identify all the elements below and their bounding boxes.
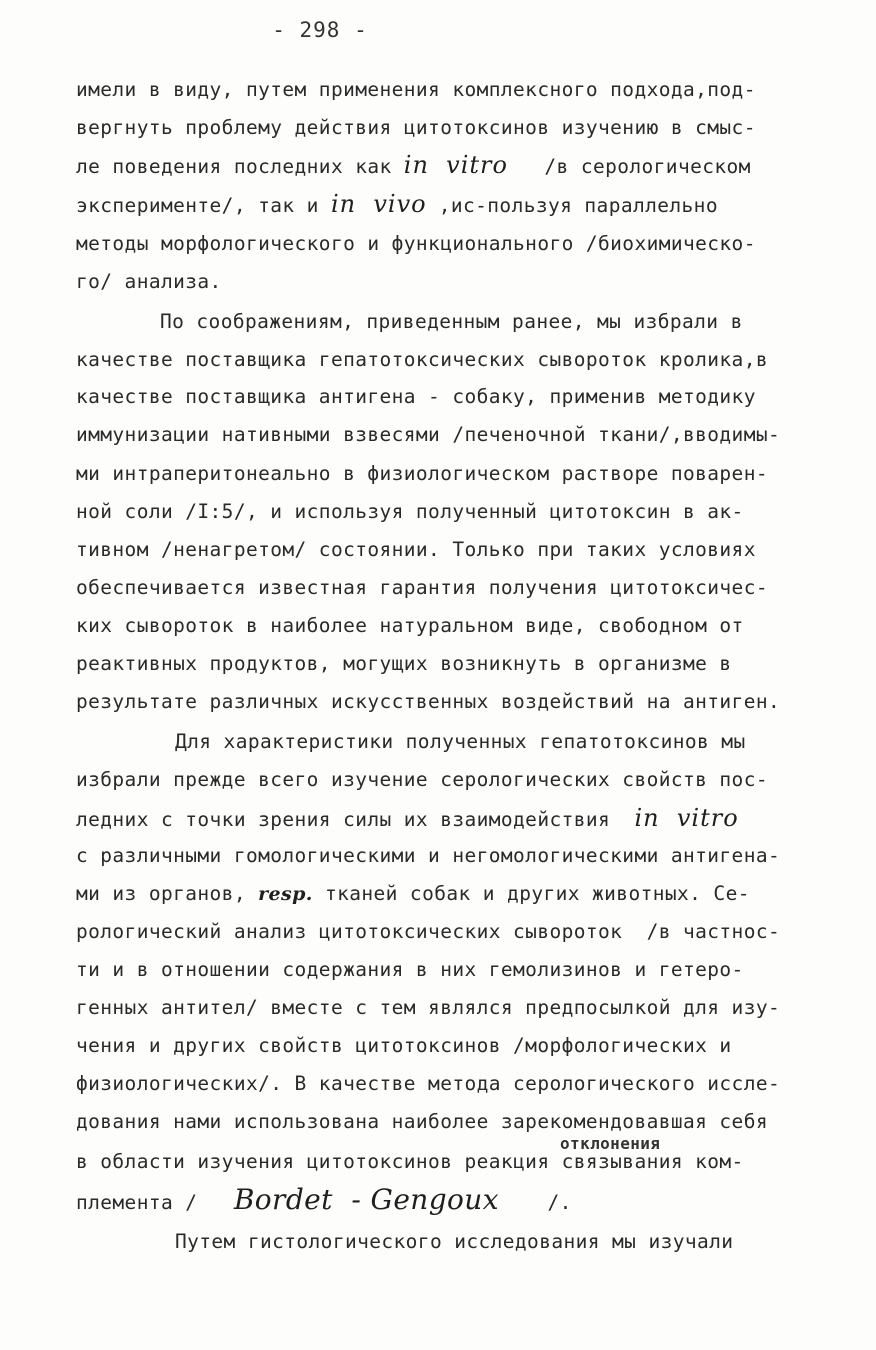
text-line: обеспечивается известная гарантия получения цитотоксичес- [76,576,768,599]
handwritten-term: resp. [258,883,313,905]
text-line: результате различных искусственных воздействий на антиген. [76,690,781,713]
text-line: чения и других свойств цитотоксинов /морфологических и [76,1034,732,1057]
text-line: методы морфологического и функционального /биохимическо- [76,232,756,255]
handwritten-term: in vivo [330,190,427,218]
text-line: ти и в отношении содержания в них гемолизинов и гетеро- [76,958,744,981]
overstrike-correction: отклонения [560,1134,661,1153]
text-line: эксперименте/, так и in vivo ,ис-пользуя параллельно [76,190,718,218]
text-line: племента / Bordet - Gengoux /. [76,1183,572,1216]
text-line: ледних с точки зрения силы их взаимодействия in vitro [76,804,739,832]
page-number: - 298 - [272,18,368,42]
text-line: ми из органов, resp. тканей собак и других животных. Се- [76,882,750,905]
text-line: качестве поставщика антигена - собаку, применив методику [76,385,756,408]
text-line: качестве поставщика гепатотоксических сывороток кролика,в [76,348,768,371]
text-line: рологический анализ цитотоксических сывороток /в частнос- [76,920,781,943]
text-line: Для характеристики полученных гепатотоксинов мы [175,730,746,753]
handwritten-term: in vitro [403,151,508,179]
text-line: избрали прежде всего изучение серологических свойств пос- [76,768,768,791]
text-line: в области изучения цитотоксинов реакция связывания ком- [76,1150,744,1173]
text-line: реактивных продуктов, могущих возникнуть в организме в [76,652,732,675]
text-line: с различными гомологическими и негомологическими антигена- [76,844,781,867]
text-line: ной соли /I:5/, и используя полученный цитотоксин в ак- [76,500,744,523]
text-line: ми интраперитонеально в физиологическом растворе поварен- [76,462,768,485]
text-line: го/ анализа. [76,270,222,293]
text-line: генных антител/ вместе с тем являлся предпосылкой для изу- [76,996,781,1019]
text-line: тивном /ненагретом/ состоянии. Только при таких условиях [76,538,756,561]
text-line: Путем гистологического исследования мы изучали [175,1230,734,1253]
handwritten-term: Bordet - Gengoux [233,1183,499,1216]
text-line: ле поведения последних как in vitro /в серологическом [76,151,751,179]
handwritten-term: in vitro [634,804,739,832]
text-line: иммунизации нативными взвесями /печеночной ткани/,вводимы- [76,423,781,446]
text-line: По соображениям, приведенным ранее, мы избрали в [160,310,743,333]
text-line: дования нами использована наиболее зарекомендовавшая себя [76,1110,768,1133]
text-line: физиологических/. В качестве метода серологического иссле- [76,1072,781,1095]
text-line: имели в виду, путем применения комплексного подхода,под- [76,78,756,101]
text-line: вергнуть проблему действия цитотоксинов изучению в смыс- [76,116,756,139]
text-line: ких сывороток в наиболее натуральном виде, свободном от [76,614,744,637]
